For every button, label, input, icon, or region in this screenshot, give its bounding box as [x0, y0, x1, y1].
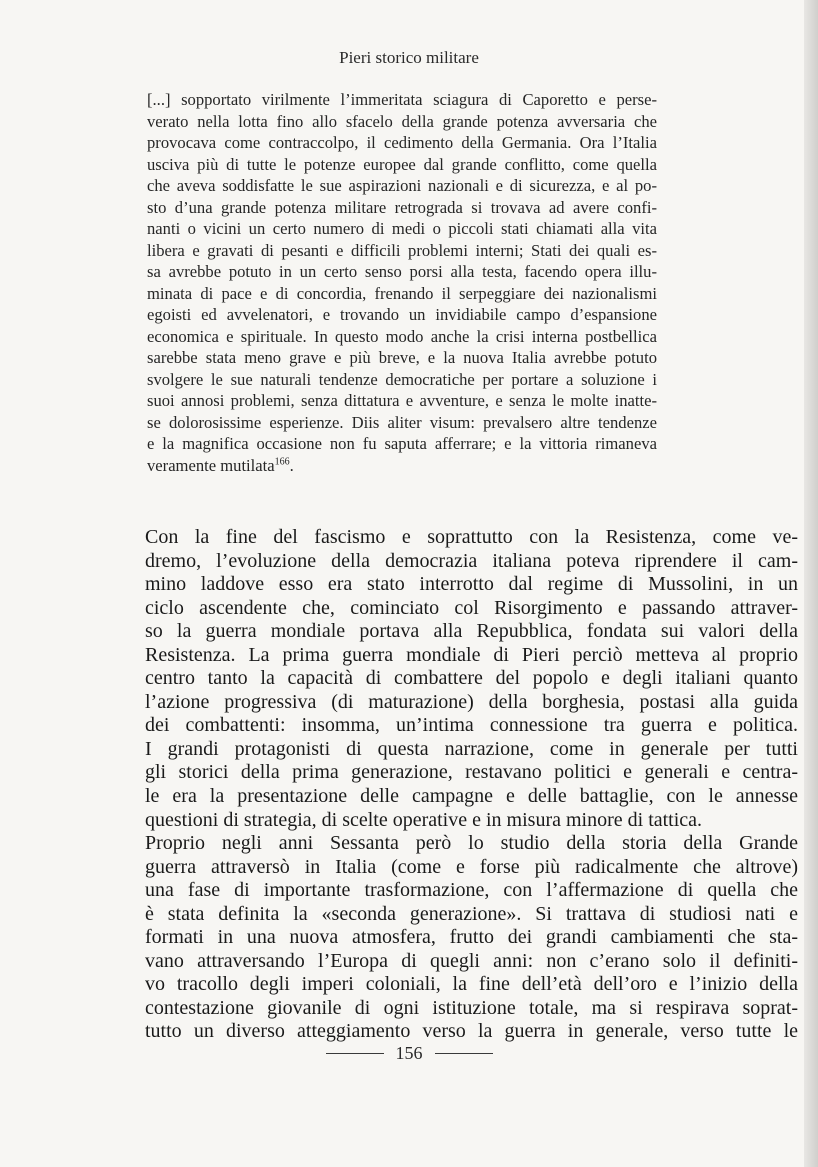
body-line: ciclo ascendente che, cominciato col Risorgimento e passando attraver- — [145, 596, 798, 619]
running-head: Pieri storico militare — [339, 48, 479, 67]
body-line: Resistenza. La prima guerra mondiale di Pieri perciò metteva al proprio — [145, 643, 798, 666]
page-folio — [0, 1043, 818, 1064]
folio-rule-left — [326, 1053, 384, 1054]
body-line: Con la fine del fascismo e soprattutto con la Resistenza, come ve- — [145, 526, 798, 548]
quote-line: che aveva soddisfatte le sue aspirazioni nazionali e di sicurezza, e al po- — [147, 176, 657, 195]
page-number: 156 — [395, 1043, 423, 1063]
quote-line: libera e gravati di pesanti e difficili problemi interni; Stati dei quali es- — [147, 240, 657, 260]
body-line: mino laddove esso era stato interrotto dal regime di Mussolini, in un — [145, 573, 798, 596]
body-line: formati in una nuova atmosfera, frutto dei grandi cambiamenti che sta- — [145, 926, 798, 949]
quote-line: sa avrebbe potuto in un certo senso porsi alla testa, facendo opera illu- — [147, 262, 657, 281]
body-line: so la guerra mondiale portava alla Repubblica, fondata sui valori della — [145, 620, 798, 643]
body-line: centro tanto la capacità di combattere del popolo e degli italiani quanto — [145, 667, 798, 690]
body-line: dremo, l’evoluzione della democrazia italiana poteva riprendere il cam- — [145, 549, 798, 572]
folio-rule-right — [435, 1053, 493, 1054]
quote-line: economica e spirituale. In questo modo anche la crisi interna postbellica — [147, 326, 657, 346]
quote-last-line-text: veramente mutilata — [147, 455, 275, 475]
footnote-reference: 166 — [274, 455, 290, 467]
body-line: vo tracollo degli imperi coloniali, la fine dell’età dell’oro e l’inizio della — [145, 973, 798, 996]
body-line: questioni di strategia, di scelte operative e in misura minore di tattica. — [145, 808, 703, 831]
body-line: I grandi protagonisti di questa narrazione, come in generale per tutti — [145, 737, 798, 760]
quote-line: sto d’una grande potenza militare retrograda si trovava ad avere confi- — [147, 197, 657, 217]
body-line: l’azione progressiva (di maturazione) della borghesia, postasi alla guida — [145, 690, 798, 713]
quote-line: e la magnifica occasione non fu saputa afferrare; e la vittoria rimaneva — [147, 434, 657, 453]
body-line: guerra attraversò in Italia (come e forse più radicalmente che altrove) — [145, 855, 798, 878]
body-text — [145, 526, 798, 1044]
quote-last-line-end: . — [289, 455, 294, 475]
quote-line: sarebbe stata meno grave e più breve, e la nuova Italia avrebbe potuto — [147, 348, 657, 367]
quote-line: usciva più di tutte le potenze europee dal grande conflitto, come quella — [147, 154, 657, 174]
body-line: dei combattenti: insomma, un’intima connessione tra guerra e politica. — [145, 714, 798, 737]
quote-line: minata di pace e di concordia, frenando il serpeggiare dei nazionalismi — [147, 283, 657, 303]
quote-line: se dolorosissime esperienze. Diis aliter visum: prevalsero altre tendenze — [147, 412, 657, 432]
body-line: le era la presentazione delle campagne e delle battaglie, con le annesse — [145, 785, 798, 808]
body-line: una fase di importante trasformazione, con l’affermazione di quella che — [145, 879, 798, 902]
body-line: tutto un diverso atteggiamento verso la guerra in generale, verso tutte le — [145, 1020, 798, 1043]
body-line: contestazione giovanile di ogni istituzione totale, ma si respirava soprat- — [145, 996, 798, 1019]
quote-line: provocava come contraccolpo, il cedimento della Germania. Ora l’Italia — [147, 133, 657, 152]
quote-line: egoisti ed avvelenatori, e trovando un invidiabile campo d’espansione — [147, 305, 657, 324]
quote-line: nanti o vicini un certo numero di medi o piccoli stati chiamati alla vita — [147, 219, 657, 238]
block-quote — [147, 89, 657, 476]
body-line: Proprio negli anni Sessanta però lo studio della storia della Grande — [145, 832, 798, 855]
quote-line: [...] sopportato virilmente l’immeritata sciagura di Caporetto e perse- — [147, 90, 657, 109]
quote-line: suoi annosi problemi, senza dittatura e avventure, e senza le molte inatte- — [147, 391, 657, 410]
quote-line: svolgere le sue naturali tendenze democratiche per portare a soluzione i — [147, 369, 657, 389]
quote-last-line — [147, 455, 657, 477]
body-line: vano attraversando l’Europa di quegli anni: non c’erano solo il definiti- — [145, 949, 798, 972]
page-gutter-edge — [804, 0, 818, 1167]
body-line: gli storici della prima generazione, restavano politici e generali e centra- — [145, 761, 798, 784]
quote-line: verato nella lotta fino allo sfacelo della grande potenza avversaria che — [147, 111, 657, 131]
body-line: è stata definita la «seconda generazione». Si trattava di studiosi nati e — [145, 902, 798, 925]
